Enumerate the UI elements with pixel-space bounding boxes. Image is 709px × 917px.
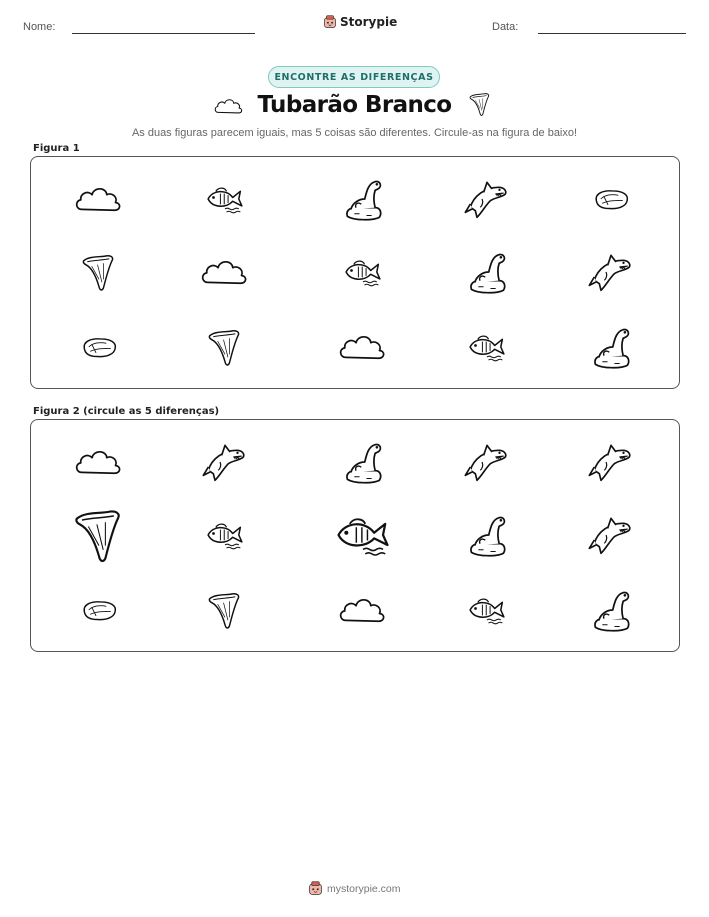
figure1-seal-icon — [585, 321, 637, 373]
rock-icon[interactable] — [589, 184, 633, 214]
seal-icon[interactable] — [585, 584, 637, 636]
tooth-icon[interactable] — [203, 588, 247, 632]
figure2-tooth-icon — [67, 503, 131, 567]
tooth-decoration-icon — [466, 89, 494, 119]
name-label: Nome: — [23, 21, 56, 33]
figure2-seal-icon — [337, 436, 389, 488]
fish-icon[interactable] — [202, 183, 248, 215]
figure2-cloud-icon — [73, 444, 125, 480]
figure1-seal-icon — [337, 173, 389, 225]
fish-icon[interactable] — [330, 512, 397, 558]
cloud-icon[interactable] — [337, 592, 389, 628]
figure1-cloud-icon — [199, 254, 251, 290]
figure2-rock-icon — [77, 595, 121, 625]
fish-icon[interactable] — [464, 594, 510, 626]
figure1-label: Figura 1 — [33, 143, 80, 154]
figure2-seal-icon — [461, 509, 513, 561]
seal-icon[interactable] — [337, 436, 389, 488]
shark-icon[interactable] — [586, 437, 636, 487]
figure2-seal-icon — [585, 584, 637, 636]
figure1-fish-icon — [464, 331, 510, 363]
figure2-panel — [30, 419, 680, 652]
figure1-tooth-icon — [203, 325, 247, 369]
seal-icon[interactable] — [337, 173, 389, 225]
fish-icon[interactable] — [202, 519, 248, 551]
seal-icon[interactable] — [461, 509, 513, 561]
figure2-shark-icon — [200, 437, 250, 487]
name-field[interactable] — [72, 33, 255, 34]
cloud-icon[interactable] — [199, 254, 251, 290]
date-field[interactable] — [538, 33, 686, 34]
rock-icon[interactable] — [77, 332, 121, 362]
figure2-tooth-icon — [203, 588, 247, 632]
figure1-seal-icon — [461, 246, 513, 298]
shark-icon[interactable] — [586, 510, 636, 560]
figure2-shark-icon — [586, 510, 636, 560]
cloud-icon[interactable] — [73, 444, 125, 480]
fish-icon[interactable] — [340, 256, 386, 288]
figure1-cloud-icon — [73, 181, 125, 217]
figure1-shark-icon — [462, 174, 512, 224]
figure1-panel — [30, 156, 680, 389]
page-title: Tubarão Branco — [257, 92, 452, 118]
figure1-shark-icon — [586, 247, 636, 297]
figure1-fish-icon — [202, 183, 248, 215]
instructions: As duas figuras parecem iguais, mas 5 coisas são diferentes. Circule-as na figura de baixo! — [131, 127, 578, 139]
seal-icon[interactable] — [585, 321, 637, 373]
cloud-icon[interactable] — [337, 329, 389, 365]
activity-badge: ENCONTRE AS DIFERENÇAS — [268, 66, 440, 88]
date-label: Data: — [492, 21, 519, 33]
figure2-fish-icon — [464, 594, 510, 626]
shark-icon[interactable] — [462, 437, 512, 487]
figure1-rock-icon — [77, 332, 121, 362]
figure1-fish-icon — [340, 256, 386, 288]
brand-name: Storypie — [340, 15, 398, 29]
shark-icon[interactable] — [462, 174, 512, 224]
cloud-icon[interactable] — [73, 181, 125, 217]
footer — [308, 880, 401, 897]
figure2-fish-icon — [202, 519, 248, 551]
storypie-mascot-icon — [323, 14, 337, 30]
tooth-icon[interactable] — [67, 503, 131, 567]
fish-icon[interactable] — [464, 331, 510, 363]
brand-logo — [323, 14, 397, 30]
figure2-cloud-icon — [337, 592, 389, 628]
storypie-mascot-icon — [308, 880, 323, 897]
figure2-shark-icon — [586, 437, 636, 487]
figure2-label: Figura 2 (circule as 5 diferenças) — [33, 406, 220, 417]
tooth-icon[interactable] — [77, 250, 121, 294]
figure2-shark-icon — [462, 437, 512, 487]
shark-icon[interactable] — [200, 437, 250, 487]
figure1-cloud-icon — [337, 329, 389, 365]
figure1-tooth-icon — [77, 250, 121, 294]
seal-icon[interactable] — [461, 246, 513, 298]
shark-icon[interactable] — [586, 247, 636, 297]
footer-link[interactable]: mystorypie.com — [327, 882, 401, 895]
tooth-icon[interactable] — [203, 325, 247, 369]
figure1-rock-icon — [589, 184, 633, 214]
rock-icon[interactable] — [77, 595, 121, 625]
figure2-fish-icon — [330, 512, 397, 558]
